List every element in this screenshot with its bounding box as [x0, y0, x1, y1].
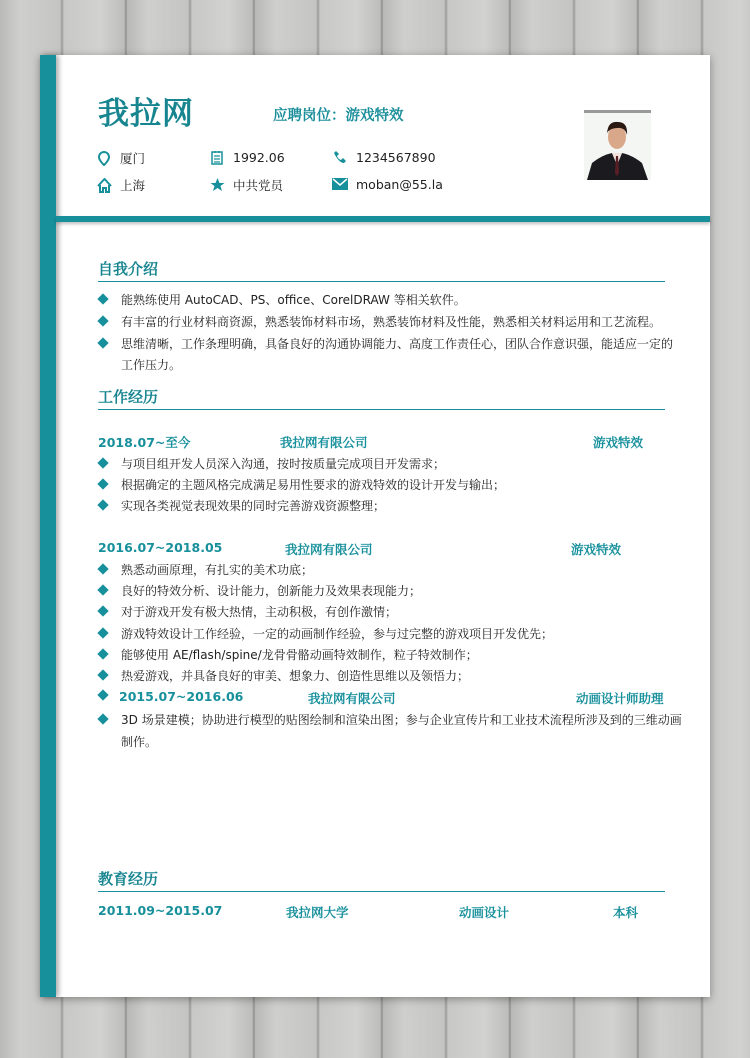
list-item: [98, 335, 673, 352]
phone-icon: [332, 149, 348, 165]
job-period: 2018.07~至今: [98, 435, 191, 450]
list-item: [98, 497, 385, 514]
list-item-text: 能熟练使用 AutoCAD、PS、office、CorelDRAW 等相关软件。: [121, 293, 466, 307]
list-item-text: 工作压力。: [121, 358, 182, 372]
job-period: 2016.07~2018.05: [98, 540, 223, 555]
diamond-bullet-icon: [97, 713, 108, 724]
left-accent-bar: [40, 55, 56, 997]
info-text: moban@55.la: [356, 176, 443, 192]
diamond-bullet-icon: [97, 584, 108, 595]
home-icon: [96, 177, 112, 193]
diamond-bullet-icon: [97, 337, 108, 348]
mail-icon: [332, 176, 348, 192]
diamond-bullet-icon: [97, 669, 108, 680]
info-item: [96, 176, 145, 194]
list-item: [98, 689, 121, 703]
header-divider: [56, 216, 710, 222]
list-item-text: 热爱游戏，并具备良好的审美、想象力、创造性思维以及领悟力；: [121, 669, 470, 683]
list-item-text: 实现各类视觉表现效果的同时完善游戏资源整理；: [121, 499, 386, 513]
list-item: [98, 313, 661, 330]
diamond-bullet-icon: [97, 689, 108, 700]
info-text: 中共党员: [233, 178, 284, 193]
info-item: [332, 149, 436, 165]
list-item: [98, 582, 421, 599]
list-item: [98, 711, 682, 728]
job-company: 我拉网有限公司: [308, 691, 396, 706]
diamond-bullet-icon: [97, 648, 108, 659]
info-text: 1992.06: [233, 149, 285, 165]
info-item: [209, 176, 283, 194]
job-role: 游戏特效: [593, 435, 644, 450]
info-item: [96, 149, 145, 167]
diamond-bullet-icon: [97, 315, 108, 326]
list-item-text: 3D 场景建模；协助进行模型的贴图绘制和渲染出图；参与企业宣传片和工业技术流程所涉及到的三维动画: [121, 713, 682, 727]
list-item: [98, 625, 553, 642]
edu-period: 2011.09~2015.07: [98, 903, 223, 918]
job-period: 2015.07~2016.06: [119, 689, 244, 704]
job-role: 动画设计师助理: [576, 691, 664, 706]
list-item: [121, 356, 181, 373]
info-item: [209, 149, 285, 165]
list-item-text: 思维清晰，工作条理明确，具备良好的沟通协调能力、高度工作责任心，团队合作意识强，能适应一定的: [121, 337, 674, 351]
list-item-text: 制作。: [121, 735, 158, 749]
calendar-icon: [209, 149, 225, 165]
list-item: [98, 291, 466, 308]
list-item: [98, 646, 478, 663]
section-title: 自我介绍: [98, 258, 665, 282]
info-text: 厦门: [120, 151, 146, 166]
location-icon: [96, 150, 112, 166]
avatar: [584, 110, 651, 180]
section-title: 教育经历: [98, 868, 665, 892]
diamond-bullet-icon: [97, 457, 108, 468]
diamond-bullet-icon: [97, 499, 108, 510]
star-icon: [209, 177, 225, 193]
edu-degree: 本科: [613, 905, 639, 920]
section-title: 工作经历: [98, 386, 665, 410]
diamond-bullet-icon: [97, 293, 108, 304]
list-item-text: 熟悉动画原理，有扎实的美术功底；: [121, 563, 314, 577]
job-company: 我拉网有限公司: [280, 435, 368, 450]
list-item-text: 有丰富的行业材料商资源，熟悉装饰材料市场，熟悉装饰材料及性能，熟悉相关材料运用和工艺流程。: [121, 315, 662, 329]
info-item: [332, 176, 443, 192]
diamond-bullet-icon: [97, 478, 108, 489]
job-role: 游戏特效: [571, 542, 622, 557]
list-item: [98, 455, 445, 472]
list-item-text: 对于游戏开发有极大热情，主动积极，有创作激情；: [121, 605, 398, 619]
list-item: [121, 733, 157, 750]
job-target: 应聘岗位：游戏特效: [273, 108, 404, 124]
list-item: [98, 476, 505, 493]
edu-major: 动画设计: [459, 905, 510, 920]
info-text: 上海: [120, 178, 146, 193]
list-item: [98, 603, 397, 620]
list-item-text: 游戏特效设计工作经验，一定的动画制作经验，参与过完整的游戏项目开发优先；: [121, 627, 554, 641]
list-item-text: 良好的特效分析、设计能力，创新能力及效果表现能力；: [121, 584, 422, 598]
list-item-text: 与项目组开发人员深入沟通，按时按质量完成项目开发需求；: [121, 457, 446, 471]
info-text: 1234567890: [356, 149, 436, 165]
list-item: [98, 561, 313, 578]
candidate-name: 我拉网: [98, 96, 194, 132]
diamond-bullet-icon: [97, 605, 108, 616]
edu-school: 我拉网大学: [286, 905, 349, 920]
list-item-text: 根据确定的主题风格完成满足易用性要求的游戏特效的设计开发与输出；: [121, 478, 506, 492]
list-item: [98, 667, 469, 684]
diamond-bullet-icon: [97, 627, 108, 638]
diamond-bullet-icon: [97, 563, 108, 574]
job-company: 我拉网有限公司: [285, 542, 373, 557]
list-item-text: 能够使用 AE/flash/spine/龙骨骨骼动画特效制作，粒子特效制作；: [121, 648, 478, 662]
resume-page: [40, 55, 710, 997]
